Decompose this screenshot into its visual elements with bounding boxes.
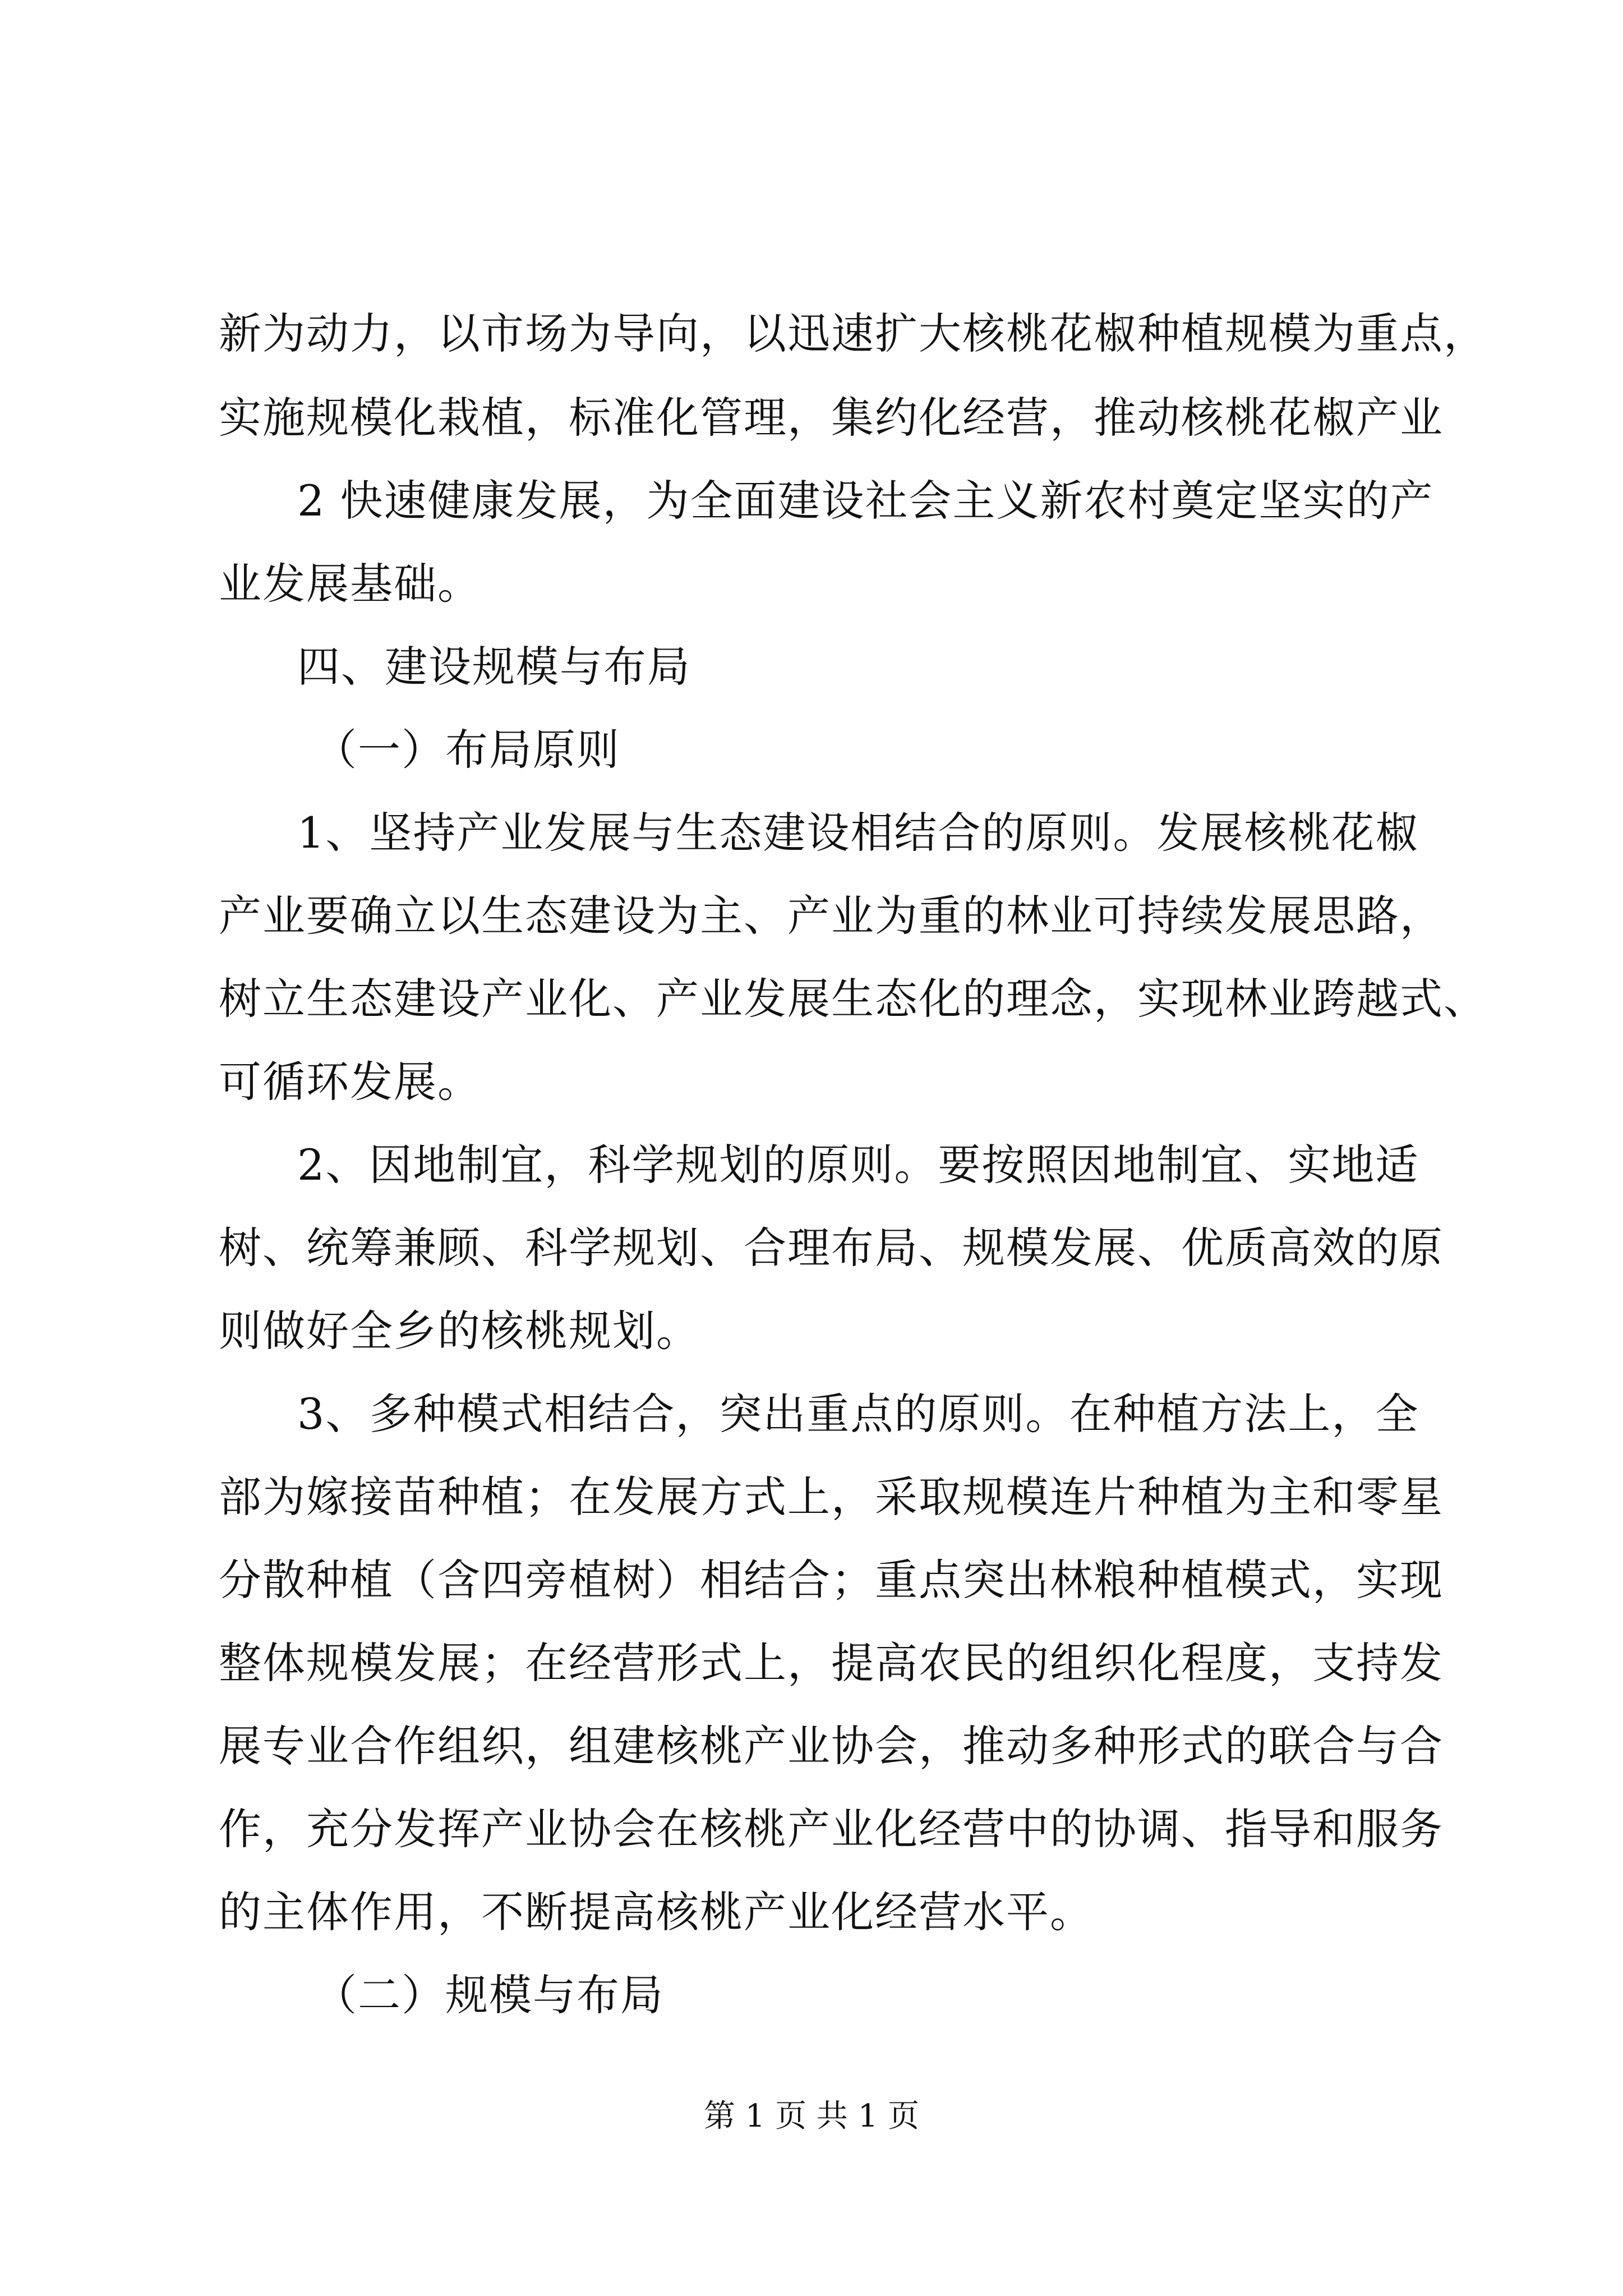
subsection-heading: （一）布局原则 bbox=[314, 725, 620, 775]
body-text-line: 部为嫁接苗种植；在发展方式上，采取规模连片种植为主和零星 bbox=[219, 1472, 1444, 1522]
body-text-line: 分散种植（含四旁植树）相结合；重点突出林粮种植模式，实现 bbox=[219, 1555, 1444, 1605]
body-text-line: 整体规模发展；在经营形式上，提高农民的组织化程度，支持发 bbox=[219, 1638, 1444, 1688]
body-text-line: 实施规模化栽植，标准化管理，集约化经营，推动核桃花椒产业 bbox=[219, 393, 1444, 443]
body-text-line: 树立生态建设产业化、产业发展生态化的理念，实现林业跨越式、 bbox=[219, 974, 1487, 1024]
section-heading: 四、建设规模与布局 bbox=[297, 642, 691, 692]
body-text-line: 则做好全乡的核桃规划。 bbox=[219, 1306, 700, 1356]
body-text-line: 2、因地制宜，科学规划的原则。要按照因地制宜、实地适 bbox=[297, 1140, 1419, 1190]
body-text-line: 业发展基础。 bbox=[219, 559, 481, 609]
body-text-line: 作，充分发挥产业协会在核桃产业化经营中的协调、指导和服务 bbox=[219, 1804, 1444, 1854]
body-text-line: 3、多种模式相结合，突出重点的原则。在种植方法上，全 bbox=[297, 1389, 1419, 1439]
body-text-line: 展专业合作组织，组建核桃产业协会，推动多种形式的联合与合 bbox=[219, 1721, 1444, 1771]
body-text-line: 产业要确立以生态建设为主、产业为重的林业可持续发展思路， bbox=[219, 891, 1444, 941]
subsection-heading: （二）规模与布局 bbox=[314, 1970, 664, 2020]
page-footer: 第 1 页 共 1 页 bbox=[703, 2098, 920, 2134]
body-text-line: 新为动力，以市场为导向，以迅速扩大核桃花椒种植规模为重点， bbox=[219, 309, 1487, 358]
body-text-line: 1、坚持产业发展与生态建设相结合的原则。发展核桃花椒 bbox=[297, 808, 1419, 858]
body-text-line: 树、统筹兼顾、科学规划、合理布局、规模发展、优质高效的原 bbox=[219, 1223, 1444, 1273]
body-text-line: 的主体作用，不断提高核桃产业化经营水平。 bbox=[219, 1887, 1094, 1937]
body-text-line: 可循环发展。 bbox=[219, 1057, 481, 1107]
body-text-line: 2 快速健康发展，为全面建设社会主义新农村奠定坚实的产 bbox=[297, 476, 1434, 526]
